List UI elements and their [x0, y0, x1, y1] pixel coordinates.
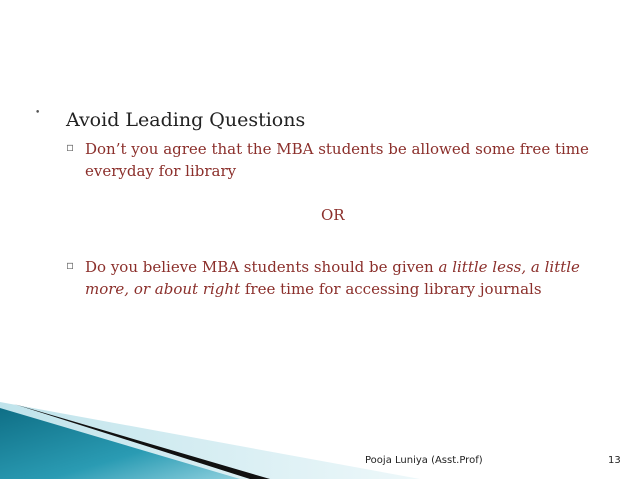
- main-bullet-icon: •: [35, 108, 41, 118]
- question-neutral-part2: free time for accessing library journals: [240, 280, 542, 298]
- or-separator: OR: [321, 206, 345, 224]
- page-number: 13: [608, 455, 621, 466]
- question-neutral-part1: Do you believe MBA students should be given: [85, 258, 439, 276]
- question-neutral-options: a little less, a little more, or about right: [85, 258, 580, 298]
- slide-heading: Avoid Leading Questions: [66, 109, 306, 131]
- question-leading: Don’t you agree that the MBA students be allowed some free time everyday for library: [85, 140, 589, 180]
- footer-author: Pooja Luniya (Asst.Prof): [365, 455, 483, 466]
- sub-bullet-icon: ▫: [66, 140, 75, 154]
- sub-bullet-icon: ▫: [66, 258, 75, 272]
